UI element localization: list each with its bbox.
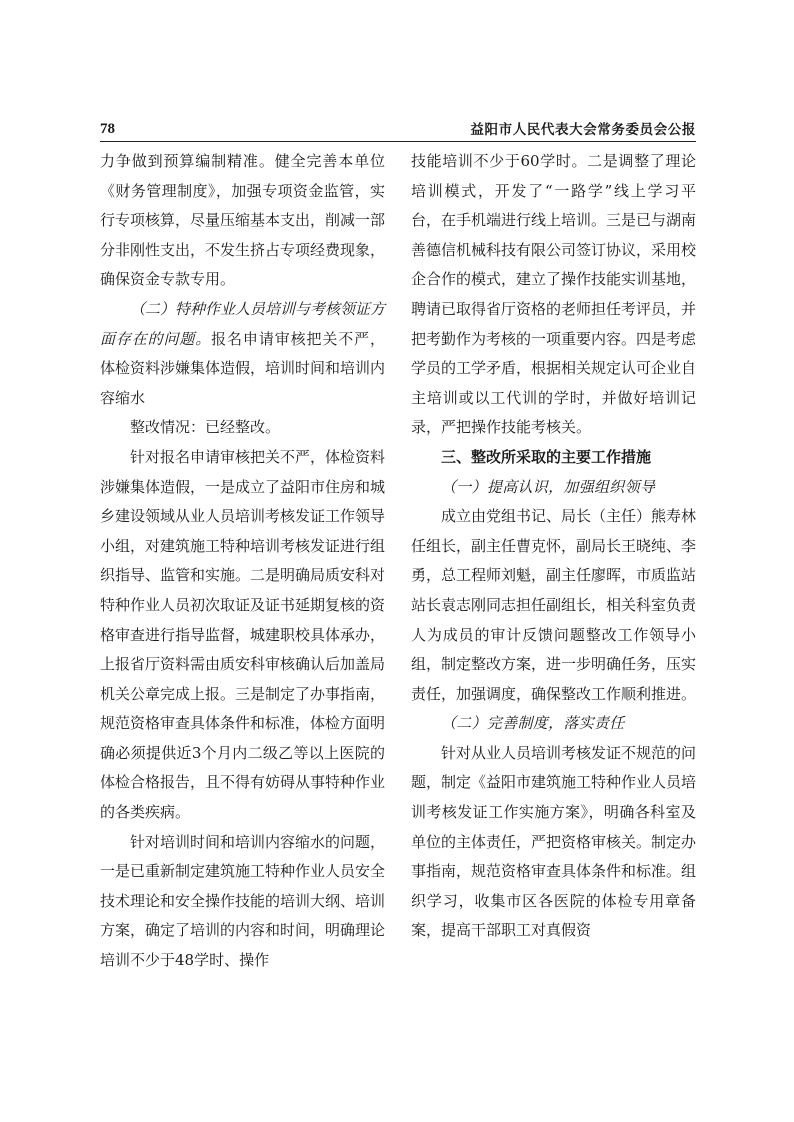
paragraph: 力争做到预算编制精准。健全完善本单位《财务管理制度》，加强专项资金监管，实行专项核算，尽量压缩基本支出，削减一部分非刚性支出，不发生挤占专项经费现象，确保资金专款专用。	[100, 152, 386, 289]
subsection-heading: （二）完善制度，落实责任	[441, 714, 625, 733]
right-column	[411, 147, 696, 946]
subsection-heading: （一）提高认识，加强组织领导	[441, 477, 656, 496]
subsection-heading: （二）特种作业人员培训与考核领证方面存在的问题。	[100, 299, 386, 348]
page-number: 78	[100, 121, 115, 137]
paragraph: 针对培训时间和培训内容缩水的问题，一是已重新制定建筑施工特种作业人员安全技术理论和安全操作技能的培训大纲、培训方案，确定了培训的内容和时间，明确理论培训不少于48学时、操作	[100, 832, 386, 970]
left-column	[100, 147, 385, 976]
paragraph: 针对从业人员培训考核发证不规范的问题，制定《益阳市建筑施工特种作业人员培训考核发证工作实施方案》，明确各科室及单位的主体责任，严把资格审核关。制定办事指南，规范资格审查具体条件和标准。组织学习，收集市区各医院的体检专用章备案，提高干部职工对真假资	[411, 743, 697, 940]
section-heading: 三、整改所采取的主要工作措施	[441, 447, 652, 466]
page-header	[100, 116, 696, 138]
paragraph: 针对报名申请审核把关不严，体检资料涉嫌集体造假，一是成立了益阳市住房和城乡建设领域从业人员培训考核发证工作领导小组，对建筑施工特种培训考核发证进行组织指导、监管和实施。二是明确局质安科对特种作业人员初次取证及证书延期复核的资格审查进行指导监督，城建职校具体承办，上报省厅资料需由质安科审核确认后加盖局机关公章完成上报。三是制定了办事指南，规范资格审查具体条件和标准，体检方面明确必须提供近3个月内二级乙等以上医院的体检合格报告，且不得有妨碍从事特种作业的各类疾病。	[100, 447, 386, 822]
journal-title: 益阳市人民代表大会常务委员会公报	[470, 122, 696, 138]
header-rule	[100, 141, 696, 142]
paragraph: 整改情况：已经整改。	[130, 418, 281, 437]
subsection-body: 报名申请审核把关不严，体检资料涉嫌集体造假，培训时间和培训内容缩水	[100, 329, 386, 407]
paragraph: 技能培训不少于60学时。二是调整了理论培训模式，开发了“一路学”线上学习平台，在手机端进行线上培训。三是已与湖南善德信机械科技有限公司签订协议，采用校企合作的模式，建立了操作技能实训基地，聘请已取得省厅资格的老师担任考评员，并把考勤作为考核的一项重要内容。四是考虑学员的工学矛盾，根据相关规定认可企业自主培训或以工代训的学时，并做好培训记录，严把操作技能考核关。	[411, 152, 697, 437]
paragraph: 成立由党组书记、局长（主任）熊寿林任组长，副主任曹克怀，副局长王晓纯、李勇，总工程师刘魁，副主任廖晖，市质监站站长袁志刚同志担任副组长，相关科室负责人为成员的审计反馈问题整改工作领导小组，制定整改方案，进一步明确任务，压实责任，加强调度，确保整改工作顺利推进。	[411, 507, 697, 703]
subsection-paragraph	[100, 295, 385, 413]
